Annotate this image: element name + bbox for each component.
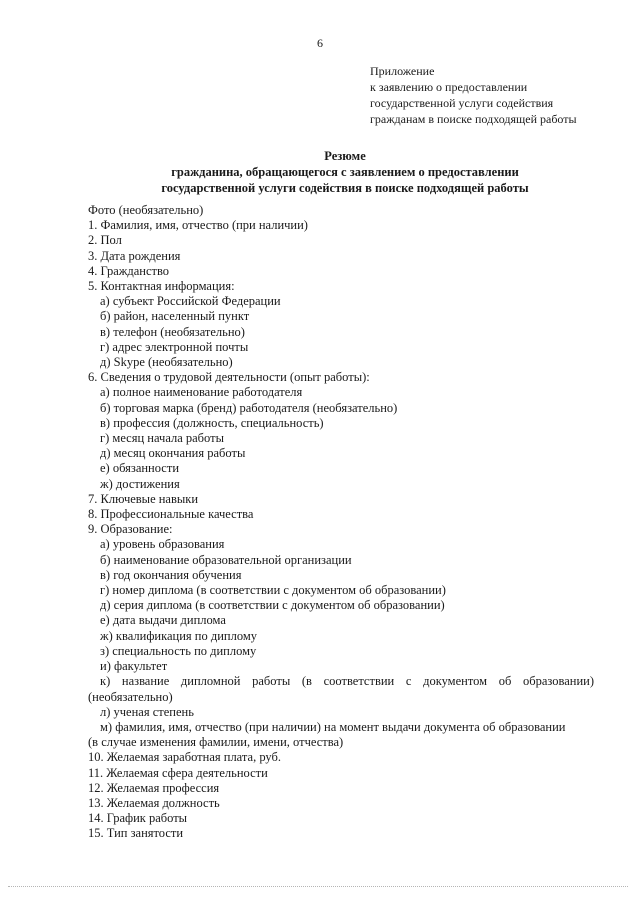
appendix-line: гражданам в поиске подходящей работы xyxy=(370,112,577,126)
list-item: 4. Гражданство xyxy=(88,263,170,278)
appendix-note xyxy=(370,63,577,127)
field-list-part-1 xyxy=(88,203,594,674)
list-item: е) дата выдачи диплома xyxy=(100,613,226,628)
list-item: д) месяц окончания работы xyxy=(100,446,246,461)
list-item: г) месяц начала работы xyxy=(100,431,224,446)
page-number: 6 xyxy=(317,36,323,50)
resume-fields-list xyxy=(88,203,594,842)
list-item: б) район, населенный пункт xyxy=(100,309,250,324)
list-item: д) Skype (необязательно) xyxy=(100,355,233,370)
appendix-line: Приложение xyxy=(370,64,435,78)
list-item: Фото (необязательно) xyxy=(88,203,204,217)
list-item: в) телефон (необязательно) xyxy=(100,324,245,339)
list-item: 5. Контактная информация: xyxy=(88,279,235,294)
list-item: ж) квалификация по диплому xyxy=(100,628,258,643)
list-item: л) ученая степень xyxy=(100,704,194,719)
appendix-line: к заявлению о предоставлении xyxy=(370,80,528,94)
title-subheading: государственной услуги содействия в поиске подходящей работы xyxy=(161,181,529,195)
list-item: к) название дипломной работы (в соответствии с документом об образовании) xyxy=(100,674,594,689)
list-item: 10. Желаемая заработная плата, руб. xyxy=(88,750,281,765)
list-item: и) факультет xyxy=(100,659,168,674)
list-item: г) номер диплома (в соответствии с документом об образовании) xyxy=(100,583,446,598)
list-item: 8. Профессиональные качества xyxy=(88,507,254,522)
list-item: м) фамилия, имя, отчество (при наличии) на момент выдачи документа об образовании xyxy=(100,719,566,734)
list-item: 14. График работы xyxy=(88,811,188,826)
list-item: 6. Сведения о трудовой деятельности (опыт работы): xyxy=(88,370,370,385)
list-item: в) год окончания обучения xyxy=(100,567,242,582)
title-heading: Резюме xyxy=(324,149,366,163)
list-item: 13. Желаемая должность xyxy=(88,795,220,810)
list-item-continuation: (необязательно) xyxy=(88,689,173,704)
list-item: е) обязанности xyxy=(100,461,180,476)
title-subheading: гражданина, обращающегося с заявлением о предоставлении xyxy=(171,165,519,179)
list-item: а) субъект Российской Федерации xyxy=(100,294,281,309)
document-title xyxy=(0,148,640,196)
list-item: 7. Ключевые навыки xyxy=(88,491,199,506)
appendix-line: государственной услуги содействия xyxy=(370,96,554,110)
list-item-continuation: (в случае изменения фамилии, имени, отчества) xyxy=(88,735,344,750)
list-item: 12. Желаемая профессия xyxy=(88,780,220,795)
list-item: ж) достижения xyxy=(100,476,180,491)
list-item: 9. Образование: xyxy=(88,522,173,537)
list-item: 15. Тип занятости xyxy=(88,826,184,841)
list-item: г) адрес электронной почты xyxy=(100,339,249,354)
field-list-part-2 xyxy=(88,750,594,841)
footer-divider xyxy=(8,886,628,887)
list-item: 2. Пол xyxy=(88,233,122,248)
list-item: б) наименование образовательной организации xyxy=(100,552,352,567)
list-item: в) профессия (должность, специальность) xyxy=(100,415,324,430)
list-item: а) полное наименование работодателя xyxy=(100,385,303,400)
list-item: 1. Фамилия, имя, отчество (при наличии) xyxy=(88,218,308,233)
list-item: 3. Дата рождения xyxy=(88,248,181,263)
list-item: б) торговая марка (бренд) работодателя (необязательно) xyxy=(100,400,398,415)
list-item: з) специальность по диплому xyxy=(100,643,257,658)
list-item: а) уровень образования xyxy=(100,537,225,552)
list-item: 11. Желаемая сфера деятельности xyxy=(88,765,268,780)
list-item: д) серия диплома (в соответствии с документом об образовании) xyxy=(100,598,445,613)
